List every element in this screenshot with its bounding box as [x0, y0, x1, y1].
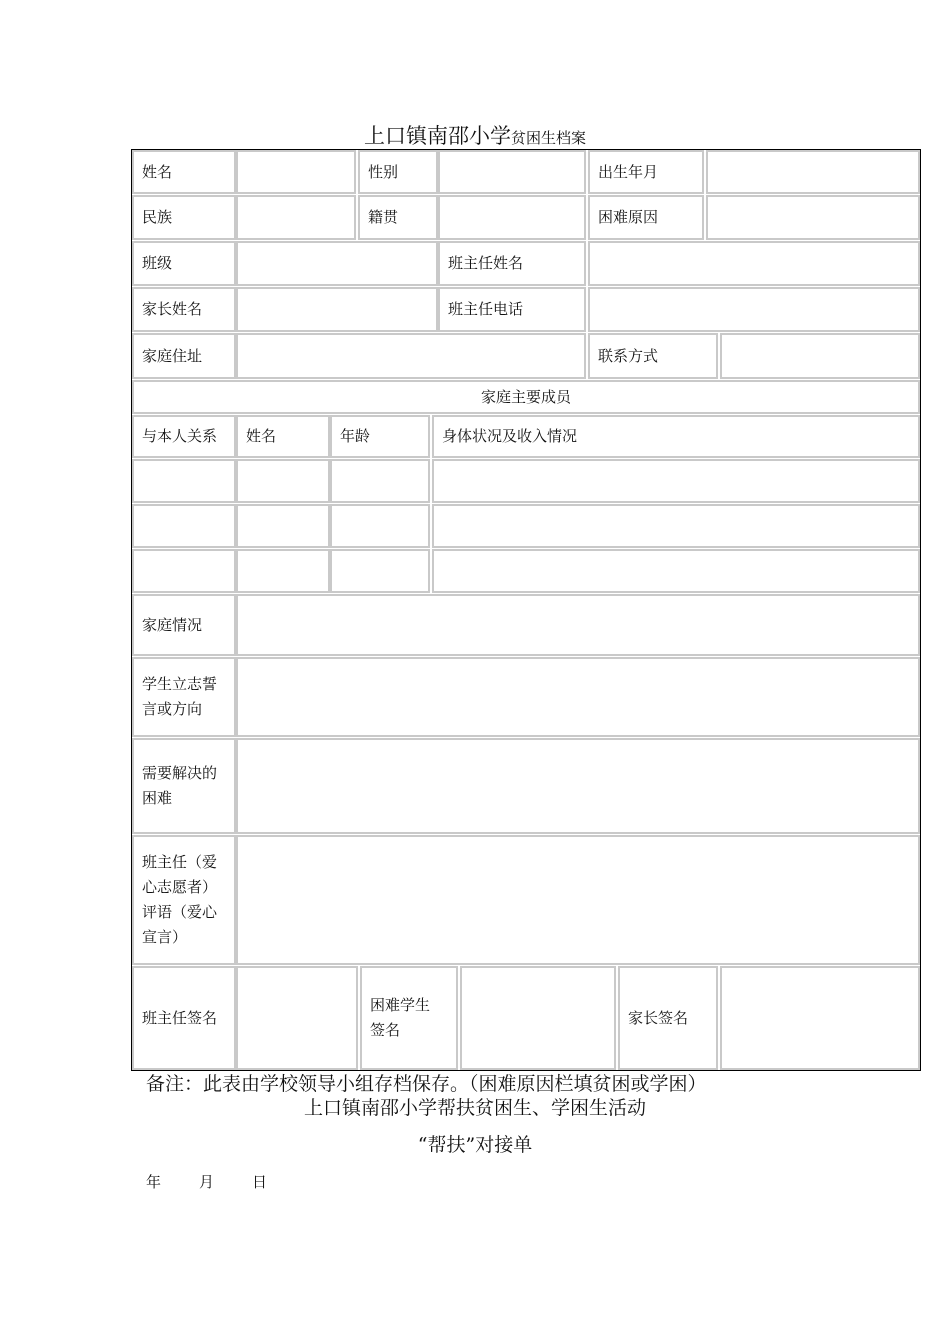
- col-relation-header: 与本人关系: [132, 415, 236, 458]
- parent-name-label: 家长姓名: [132, 287, 236, 332]
- native-label: 籍贯: [358, 195, 438, 240]
- teacher-phone-field[interactable]: [588, 287, 920, 332]
- contact-field[interactable]: [720, 333, 920, 379]
- family-situation-label: 家庭情况: [132, 594, 236, 656]
- name-field[interactable]: [236, 150, 356, 194]
- title-small: 贫困生档案: [510, 129, 586, 147]
- page-title: [0, 122, 950, 152]
- member-relation-cell[interactable]: [132, 504, 236, 548]
- comment-field[interactable]: [236, 835, 920, 965]
- comment-label: 班主任（爱 心志愿者） 评语（爱心 宣言）: [132, 835, 236, 965]
- reason-label: 困难原因: [588, 195, 704, 240]
- member-name-cell[interactable]: [236, 504, 330, 548]
- difficulty-field[interactable]: [236, 738, 920, 834]
- teacher-phone-label: 班主任电话: [438, 287, 586, 332]
- class-label: 班级: [132, 241, 236, 286]
- aspiration-field[interactable]: [236, 657, 920, 737]
- members-section-title: 家庭主要成员: [132, 380, 920, 414]
- name-label: 姓名: [132, 150, 236, 194]
- member-age-cell[interactable]: [330, 549, 430, 593]
- member-age-cell[interactable]: [330, 459, 430, 503]
- student-signature-field[interactable]: [460, 966, 616, 1070]
- subtitle-activity: 上口镇南邵小学帮扶贫困生、学困生活动: [303, 1097, 646, 1119]
- class-field[interactable]: [236, 241, 438, 286]
- date-line: [146, 1170, 305, 1194]
- teacher-signature-field[interactable]: [236, 966, 358, 1070]
- member-name-cell[interactable]: [236, 549, 330, 593]
- notes-text: 备注：此表由学校领导小组存档保存。（困难原因栏填贫困或学困）: [146, 1073, 707, 1095]
- member-health-cell[interactable]: [432, 549, 920, 593]
- aspiration-label: 学生立志誓 言或方向: [132, 657, 236, 737]
- teacher-name-field[interactable]: [588, 241, 920, 286]
- subtitle-docking-form: “帮扶”对接单: [417, 1134, 533, 1156]
- family-situation-field[interactable]: [236, 594, 920, 656]
- parent-signature-field[interactable]: [720, 966, 920, 1070]
- address-field[interactable]: [236, 333, 586, 379]
- member-age-cell[interactable]: [330, 504, 430, 548]
- member-relation-cell[interactable]: [132, 459, 236, 503]
- contact-label: 联系方式: [588, 333, 718, 379]
- parent-signature-label: 家长签名: [618, 966, 718, 1070]
- teacher-name-label: 班主任姓名: [438, 241, 586, 286]
- student-signature-label: 困难学生 签名: [360, 966, 458, 1070]
- col-age-header: 年龄: [330, 415, 430, 458]
- address-label: 家庭住址: [132, 333, 236, 379]
- birth-label: 出生年月: [588, 150, 704, 194]
- gender-label: 性别: [358, 150, 438, 194]
- gender-field[interactable]: [438, 150, 586, 194]
- title-main: 上口镇南邵小学: [363, 124, 511, 148]
- native-field[interactable]: [438, 195, 586, 240]
- difficulty-label: 需要解决的 困难: [132, 738, 236, 834]
- col-name-header: 姓名: [236, 415, 330, 458]
- member-health-cell[interactable]: [432, 504, 920, 548]
- parent-name-field[interactable]: [236, 287, 438, 332]
- ethnic-label: 民族: [132, 195, 236, 240]
- col-health-header: 身体状况及收入情况: [432, 415, 920, 458]
- teacher-signature-label: 班主任签名: [132, 966, 236, 1070]
- member-relation-cell[interactable]: [132, 549, 236, 593]
- member-name-cell[interactable]: [236, 459, 330, 503]
- birth-field[interactable]: [706, 150, 920, 194]
- date-month: 月: [199, 1173, 215, 1191]
- reason-field[interactable]: [706, 195, 920, 240]
- date-day: 日: [252, 1173, 268, 1191]
- student-archive-form: [131, 149, 921, 1071]
- date-year: 年: [146, 1173, 162, 1191]
- ethnic-field[interactable]: [236, 195, 356, 240]
- member-health-cell[interactable]: [432, 459, 920, 503]
